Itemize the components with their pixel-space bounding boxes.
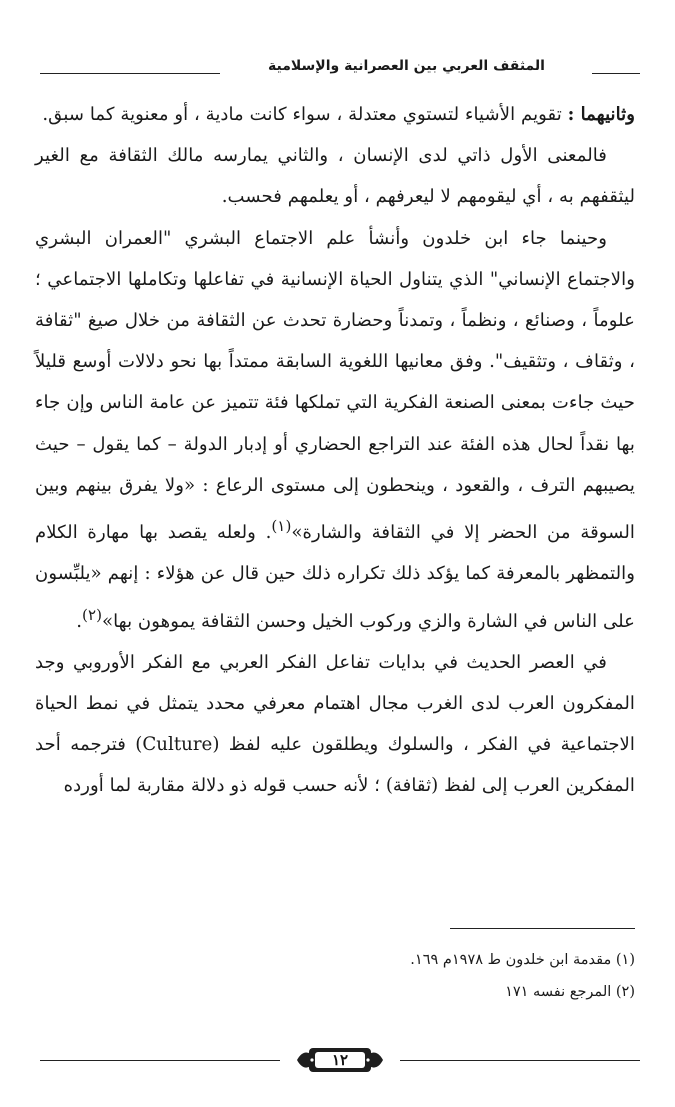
body-text: [35, 94, 635, 807]
footnote-reference-1: (١): [271, 517, 292, 536]
paragraph-3-part-2: . ولعله يقصد بها مهارة الكلام والتمظهر بالمعرفة كما يؤكد ذلك تكراره ذلك حين قال عن هؤلاء : إنهم «يلبِّسون على الناس في الشارة والزي وركوب الخيل وحسن الثقافة يموهون بها»: [35, 522, 635, 632]
header-rule-right: [592, 73, 640, 74]
footnote-separator: [450, 928, 635, 929]
page-footer: [40, 1045, 640, 1075]
footer-rule-left: [40, 1060, 280, 1061]
running-header-title: المثقف العربي بين العصرانية والإسلامية: [268, 58, 545, 74]
footer-rule-right: [400, 1060, 640, 1061]
header-rule-left: [40, 73, 220, 74]
footnote-2: (٢) المرجع نفسه ١٧١: [505, 984, 635, 1000]
paragraph-4: في العصر الحديث في بدايات تفاعل الفكر العربي مع الفكر الأوروبي وجد المفكرون العرب لدى الغرب مجال اهتمام معرفي محدد يتمثل في نمط الحياة الاجتماعية في الفكر ، والسلوك ويطلقون عليه لفظ (Culture) فترجمه أحد المفكرين العرب إلى لفظ (ثقافة) ؛ لأنه حسب قوله ذو دلالة مقاربة لما أورده: [35, 651, 635, 797]
footnotes: [35, 944, 635, 1008]
paragraph-3: [35, 218, 635, 642]
footnote-1: (١) مقدمة ابن خلدون ط ١٩٧٨م ١٦٩.: [410, 952, 635, 968]
running-header: [40, 56, 640, 86]
paragraph-1-text: تقويم الأشياء لتستوي معتدلة ، سواء كانت مادية ، أو معنوية كما سبق.: [42, 104, 568, 125]
paragraph-3-part-1: وحينما جاء ابن خلدون وأنشأ علم الاجتماع البشري "العمران البشري والاجتماع الإنساني" الذي يتناول الحياة الإنسانية في تفاعلها وتكاملها الاجتماعي ؛ علوماً ، وصنائع ، ونظماً ، وتمدناً وحضارة تحدث عن الثقافة من خلال صيغ "ثقافة ، وثقاف ، وتثقيف". وفق معانيها اللغوية السابقة ممتداً بها نحو دلالات أوسع قليلاً حيث جاءت بمعنى الصنعة الفكرية التي تملكها فئة تتميز عن عامة الناس وإن جاء بها نقداً لحال هذه الفئة عند التراجع الحضاري أو إدبار الدولة – كما يقول – حيث يصيبهم الترف ، والقعود ، وينحطون إلى مستوى الرعاع : «ولا يفرق بينهم وبين السوقة من الحضر إلا في الثقافة والشارة»: [35, 227, 635, 544]
footnote-reference-2: (٢): [82, 605, 103, 624]
paragraph-2: فالمعنى الأول ذاتي لدى الإنسان ، والثاني يمارسه مالك الثقافة مع الغير ليثقفهم به ، أي ليقومهم لا ليعرفهم ، أو يعلمهم فحسب.: [35, 145, 635, 208]
paragraph-1-lead: وثانيهما :: [567, 104, 635, 125]
paragraph-3-end: .: [76, 610, 83, 632]
paragraph-1: [35, 94, 635, 135]
page-number: ١٢: [331, 1051, 349, 1069]
